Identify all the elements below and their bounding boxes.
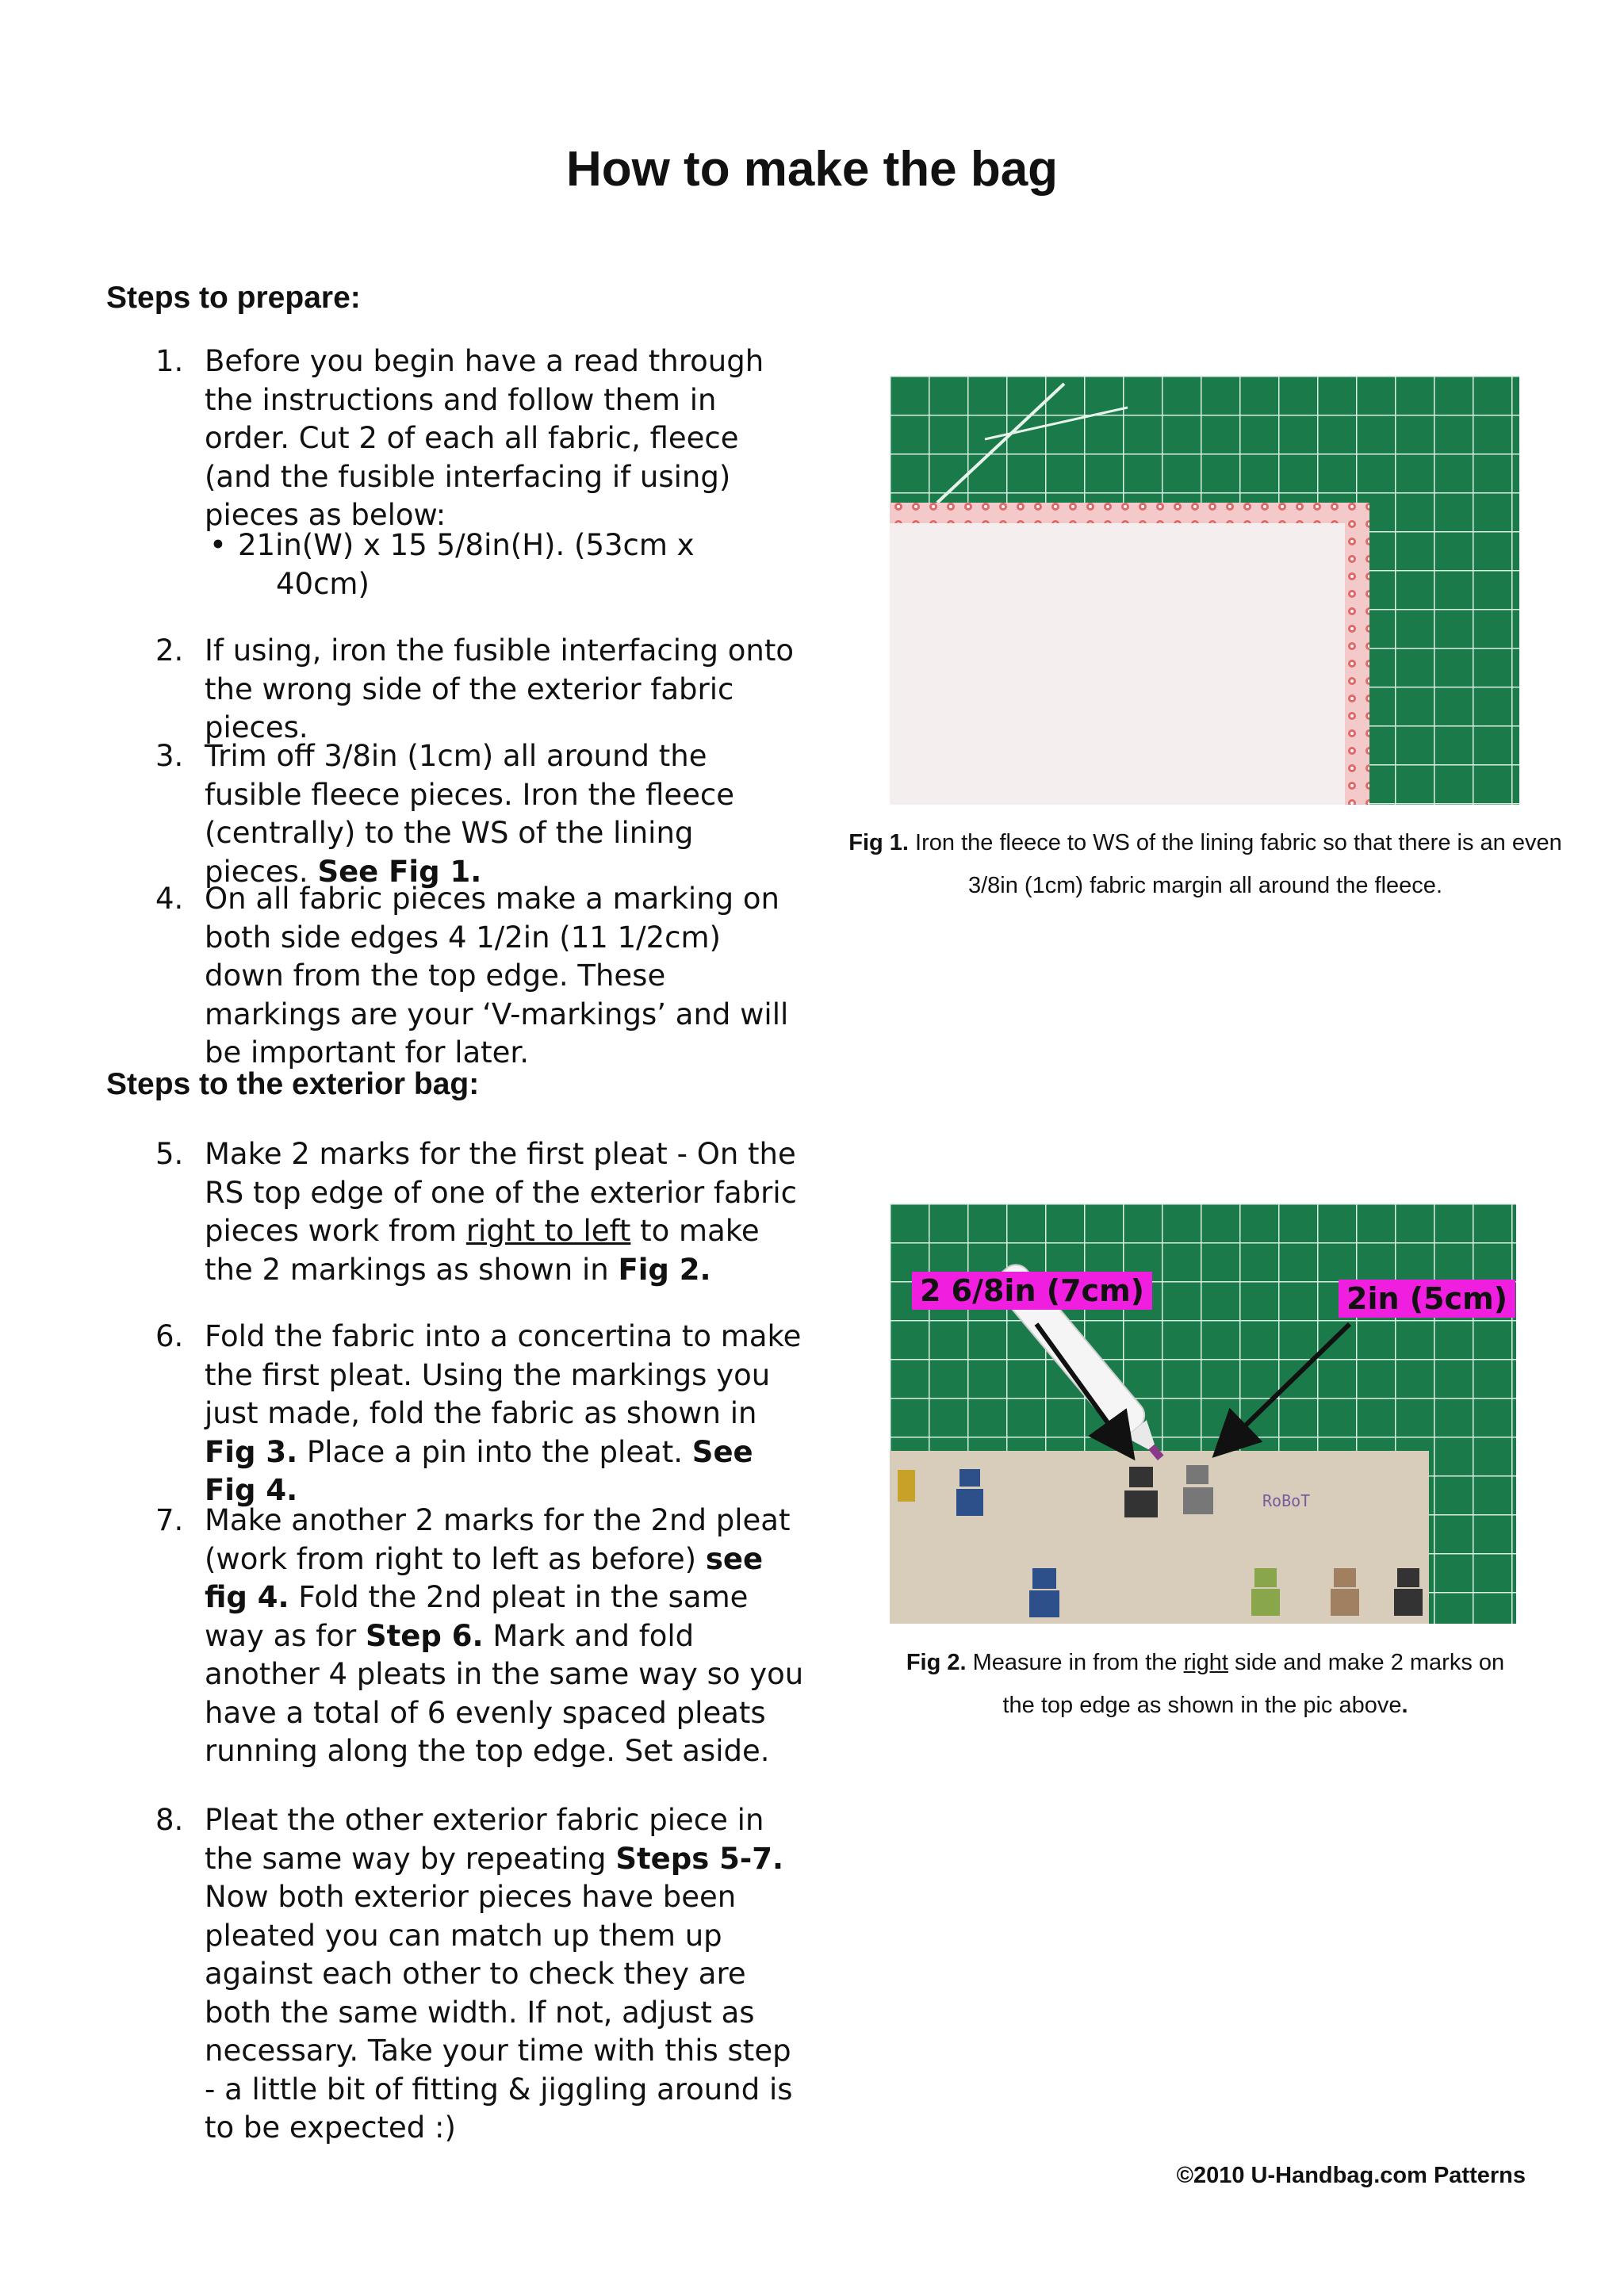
step-3 [155,737,806,891]
fig2-caption-period: . [1401,1693,1408,1718]
step-text-part: to make the 2 markings as shown in [205,1214,760,1287]
step-7 [155,1502,806,1771]
step-text: Before you begin have a read through the instructions and follow them in order. Cut 2 of each all fabric, fleece (and the fusible interfacing if using) pieces as below: [205,344,764,532]
step-text-bold: Fig 3. [205,1434,298,1469]
fig1-illustration [890,376,1519,805]
bullet-line-1: 21in(W) x 15 5/8in(H). (53cm x [238,528,695,562]
step-4 [155,880,806,1073]
fig2-caption-underline: right [1183,1650,1228,1675]
step-text-part: Mark and fold another 4 pleats in the same way so you have a total of 6 evenly spaced pleats running along the top edge. Set aside. [205,1618,804,1768]
fig2-photo [890,1203,1516,1624]
step-text-part: Trim off 3/8in (1cm) all around the fusible fleece pieces. Iron the fleece (centrally) to the WS of the lining pieces. [205,739,735,889]
step-text [205,1502,806,1771]
step-2 [155,632,806,748]
step-text-part: Fold the fabric into a concertina to make the first pleat. Using the markings you just made, fold the fabric as shown in [205,1319,802,1430]
step-text [205,737,806,891]
step-number: 7. [155,1503,184,1537]
measure-label-left: 2 6/8in (7cm) [912,1272,1152,1310]
fabric-print-text: RoBoT [1262,1491,1311,1510]
bullet-dot: • [209,528,227,562]
step-text-part: Place a pin into the pleat. [297,1434,692,1469]
bullet-dimensions [209,526,764,603]
step-text-part: Pleat the other exterior fabric piece in the same way by repeating [205,1803,764,1876]
step-text [205,1135,806,1289]
step-text [205,1801,806,2148]
step-number: 8. [155,1803,184,1837]
step-text [205,1318,806,1510]
step-number: 3. [155,739,184,773]
step-number: 5. [155,1137,184,1171]
step-6 [155,1318,806,1510]
fig2-illustration [890,1203,1516,1624]
fig2-caption [888,1641,1522,1727]
step-8 [155,1801,806,2148]
step-text-part: Make another 2 marks for the 2nd pleat (work from right to left as before) [205,1503,791,1576]
fig1-caption-text: Iron the fleece to WS of the lining fabric so that there is an even 3/8in (1cm) fabric margin all around the fleece. [908,830,1562,898]
section-heading-prepare: Steps to prepare: [106,281,361,315]
step-text-part: Now both exterior pieces have been pleated you can match up them up against each other to check they are both the same width. If not, adjust as necessary. Take your time with this step - a little bit of fitting & jiggling around is to be expected :) [205,1880,793,2145]
step-text: If using, iron the fusible interfacing onto the wrong side of the exterior fabric pieces. [205,633,794,744]
section-heading-exterior: Steps to the exterior bag: [106,1067,480,1101]
step-text-bold: See Fig 4. [205,1434,753,1507]
step-number: 2. [155,633,184,668]
measure-label-right: 2in (5cm) [1339,1280,1515,1318]
step-text-bold: Fig 2. [618,1252,711,1287]
step-number: 1. [155,344,184,378]
step-1 [155,342,806,535]
fig2-label: Fig 2. [906,1650,967,1675]
step-text-bold: See Fig 1. [317,854,482,889]
step-number: 4. [155,882,184,916]
step-5 [155,1135,806,1289]
page-title: How to make the bag [565,142,1059,197]
step-text-underline: right to left [465,1214,631,1248]
step-text-bold: see fig 4. [205,1541,764,1614]
fig2-caption-text: Measure in from the [966,1650,1184,1675]
fig1-photo [890,376,1519,805]
fig2-caption-text: side and make 2 marks on the top edge as shown in the pic above [1002,1650,1505,1718]
fig1-caption [841,821,1570,907]
step-text-part: Make 2 marks for the first pleat - On the RS top edge of one of the exterior fabric pieces work from [205,1137,797,1248]
step-text-bold: Step 6. [365,1618,484,1653]
copyright-footer: ©2010 U-Handbag.com Patterns [1176,2163,1526,2188]
fig1-label: Fig 1. [848,830,909,855]
step-text: On all fabric pieces make a marking on both side edges 4 1/2in (11 1/2cm) down from the top edge. These markings are your ‘V-markings’ and will be important for later. [205,882,789,1070]
step-text-part: Fold the 2nd pleat in the same way as for [205,1580,749,1653]
step-text-bold: Steps 5-7. [615,1841,784,1876]
bullet-line-2: 40cm) [276,566,370,601]
step-number: 6. [155,1319,184,1353]
